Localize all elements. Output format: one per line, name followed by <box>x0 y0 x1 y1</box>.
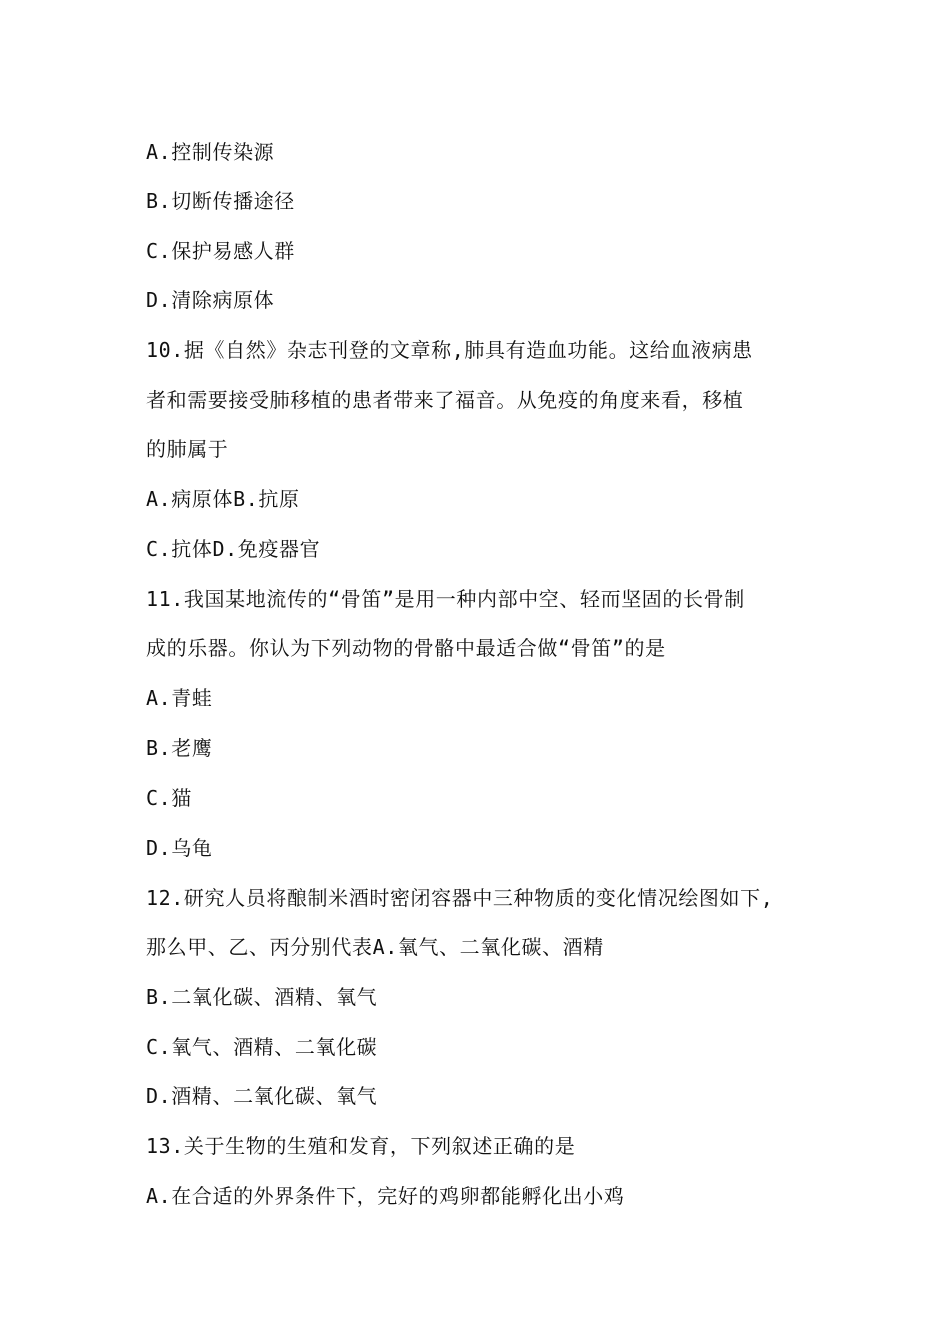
q13-stem: 13.关于生物的生殖和发育，下列叙述正确的是 <box>146 1134 576 1158</box>
q9-option-c: C.保护易感人群 <box>146 239 295 263</box>
q12-option-d: D.酒精、二氧化碳、氧气 <box>146 1084 378 1108</box>
q12-option-b: B.二氧化碳、酒精、氧气 <box>146 985 378 1009</box>
q9-option-a: A.控制传染源 <box>146 140 275 164</box>
q10-options-ab: A.病原体B.抗原 <box>146 487 300 511</box>
q13-option-a: A.在合适的外界条件下，完好的鸡卵都能孵化出小鸡 <box>146 1184 625 1208</box>
q12-stem-line-1: 12.研究人员将酿制米酒时密闭容器中三种物质的变化情况绘图如下, <box>146 886 774 910</box>
q10-options-cd: C.抗体D.免疫器官 <box>146 537 321 561</box>
q11-stem-line-2: 成的乐器。你认为下列动物的骨骼中最适合做“骨笛”的是 <box>146 636 666 660</box>
q11-stem-line-1: 11.我国某地流传的“骨笛”是用一种内部中空、轻而坚固的长骨制 <box>146 587 745 611</box>
q11-option-b: B.老鹰 <box>146 736 213 760</box>
q9-option-b: B.切断传播途径 <box>146 189 295 213</box>
q11-option-d: D.乌龟 <box>146 836 213 860</box>
q11-option-c: C.猫 <box>146 786 192 810</box>
q10-stem-line-2: 者和需要接受肺移植的患者带来了福音。从免疫的角度来看，移植 <box>146 388 744 412</box>
q10-stem-line-3: 的肺属于 <box>146 437 229 461</box>
q10-stem-line-1: 10.据《自然》杂志刊登的文章称,肺具有造血功能。这给血液病患 <box>146 338 753 362</box>
q12-option-c: C.氧气、酒精、二氧化碳 <box>146 1035 378 1059</box>
q11-option-a: A.青蛙 <box>146 686 213 710</box>
q9-option-d: D.清除病原体 <box>146 288 275 312</box>
q12-stem-line-2: 那么甲、乙、丙分别代表A.氧气、二氧化碳、酒精 <box>146 935 604 959</box>
